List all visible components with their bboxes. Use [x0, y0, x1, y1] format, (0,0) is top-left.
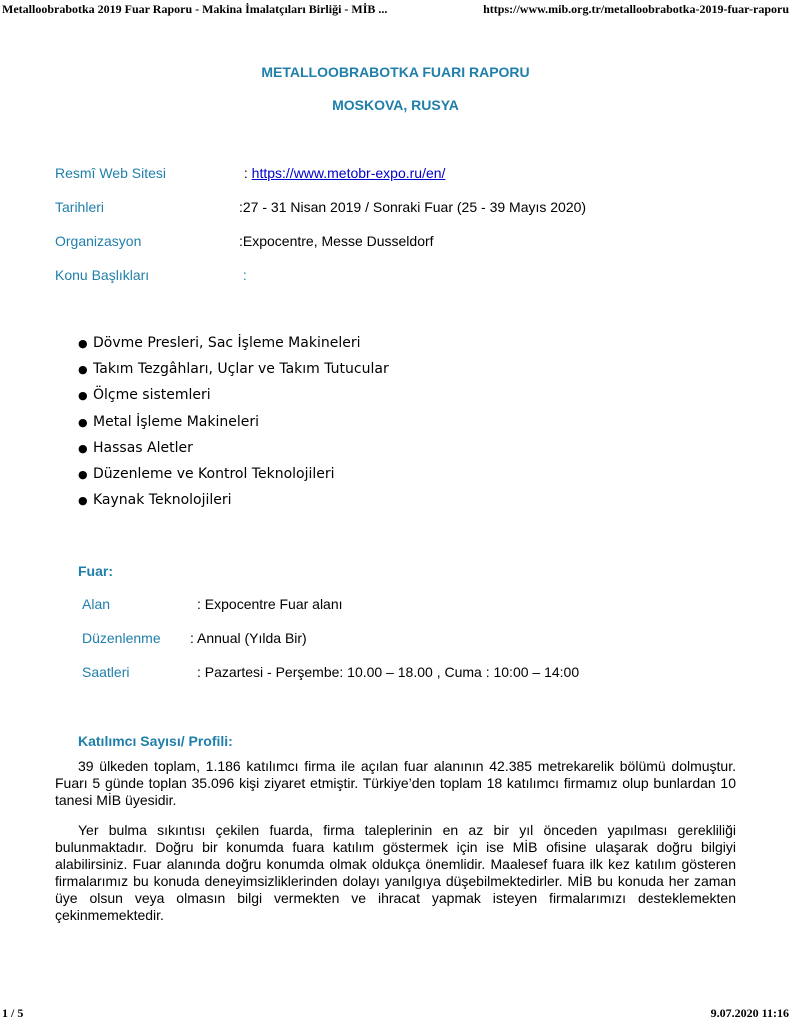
print-header: [0, 2, 791, 18]
print-header-url: https://www.mib.org.tr/metalloobrabotka-2019-fuar-raporu: [483, 2, 789, 16]
list-item: [78, 461, 389, 487]
print-footer: [0, 1006, 791, 1022]
info-prefix: :: [239, 199, 243, 215]
list-item: [78, 356, 389, 382]
fuar-label: Alan: [82, 596, 111, 612]
topic-label: Metal İşleme Makineleri: [93, 413, 260, 430]
bullet-icon: ●: [78, 337, 88, 350]
fuar-heading: Fuar:: [78, 563, 113, 579]
topics-list: [78, 330, 389, 513]
bullet-icon: ●: [78, 467, 88, 481]
page-subtitle: MOSKOVA, RUSYA: [332, 97, 459, 113]
fuar-value: : Pazartesi - Perşembe: 10.00 – 18.00 , Cuma : 10:00 – 14:00: [197, 664, 580, 680]
info-prefix: :: [240, 165, 252, 181]
info-value: [240, 165, 445, 181]
bullet-icon: ●: [78, 494, 88, 508]
print-header-page-title: Metalloobrabotka 2019 Fuar Raporu - Makina İmalatçıları Birliği - MİB ...: [2, 2, 388, 16]
fuar-label: Saatleri: [82, 664, 130, 680]
info-value: [239, 199, 586, 215]
topic-label: Takım Tezgâhları, Uçlar ve Takım Tutucular: [93, 361, 389, 378]
info-prefix: :: [239, 233, 243, 249]
print-timestamp: 9.07.2020 11:16: [710, 1006, 789, 1020]
organization-value: Expocentre, Messe Dusseldorf: [242, 233, 434, 249]
list-item: [78, 435, 389, 461]
participants-paragraph: Yer bulma sıkıntısı çekilen fuarda, firma taleplerinin en az bir yıl önceden yapılması gerekliliği bulunmaktadır. Doğru bir konumda fuara katılım göstermek için ise MİB ofisine ulaşarak doğru bilgiyi alabilirsiniz. Fuar alanında doğru konumda olmak oldukça önemlidir. Maalesef fuara ilk kez katılım gösteren firmalarımız bu konuda deneyimsizliklerinden dolayı yanılgıya düşebilmektedirler. MİB bu konuda her zaman üye olsun veya olmasın bilgi vermekten ve ihracat yapmak isteyen firmalarımızı desteklemekten çekinmemektedir.: [55, 822, 736, 923]
fuar-value: : Expocentre Fuar alanı: [197, 596, 343, 612]
website-link[interactable]: https://www.metobr-expo.ru/en/: [251, 165, 446, 181]
info-label: Resmî Web Sitesi: [55, 165, 166, 181]
list-item: [78, 409, 389, 435]
dates-value: 27 - 31 Nisan 2019 / Sonraki Fuar (25 - 39 Mayıs 2020): [242, 199, 587, 215]
info-label: Konu Başlıkları: [55, 267, 150, 283]
topic-label: Düzenleme ve Kontrol Teknolojileri: [93, 465, 335, 482]
topic-label: Hassas Aletler: [93, 439, 193, 456]
list-item: [78, 487, 389, 513]
topic-label: Dövme Presleri, Sac İşleme Makineleri: [93, 335, 361, 351]
list-item: [78, 382, 389, 408]
bullet-icon: ●: [78, 415, 88, 429]
fuar-label: Düzenlenme: [82, 630, 161, 646]
list-item: [78, 330, 389, 356]
topic-label: Ölçme sistemleri: [93, 387, 211, 404]
participants-paragraph: 39 ülkeden toplam, 1.186 katılımcı firma ile açılan fuar alanının 42.385 metrekarelik bölümü dolmuştur. Fuarı 5 günde toplan 35.096 kişi ziyaret etmiştir. Türkiye’den toplam 18 katılımcı firmamız olup bunlardan 10 tanesi MİB üyesidir.: [55, 758, 736, 808]
info-prefix: :: [239, 267, 247, 283]
bullet-icon: ●: [78, 363, 88, 377]
info-value: [239, 233, 434, 249]
page-number: 1 / 5: [2, 1006, 24, 1020]
page-title: METALLOOBRABOTKA FUARI RAPORU: [261, 64, 530, 80]
info-label: Organizasyon: [55, 233, 142, 249]
topic-label: Kaynak Teknolojileri: [93, 492, 232, 509]
bullet-icon: ●: [78, 389, 88, 403]
bullet-icon: ●: [78, 441, 88, 455]
fuar-value: : Annual (Yılda Bir): [190, 630, 307, 646]
info-label: Tarihleri: [55, 199, 105, 215]
participants-heading: Katılımcı Sayısı/ Profili:: [78, 733, 233, 749]
